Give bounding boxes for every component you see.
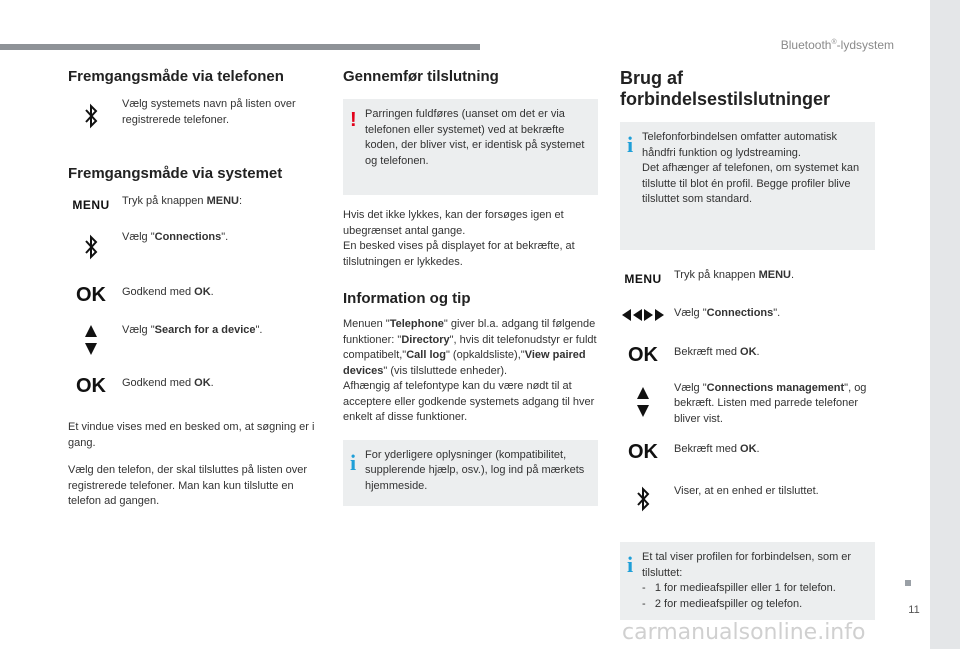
warning-box: ! Parringen fuldføres (uanset om det er via telefonen eller systemet) ved at bekræfte koden, der bliver vist, er identisk på systemet og telefonen. (343, 99, 598, 195)
step-phone-select: Vælg systemets navn på listen over registrerede telefoner. (68, 97, 323, 129)
info-box-profiles: i Telefonforbindelsen omfatter automatisk håndfri funktion og lydstreaming. Det afhænger af telefonen, om systemet kan tilslutte til blot én profil. Begge profiler blive tilsluttet som standard. (620, 122, 875, 250)
ok-icon: OK (76, 375, 106, 397)
bluetooth-icon (620, 484, 666, 512)
column-use-connections (620, 60, 875, 620)
info-box-profile-number: i Et tal viser profilen for forbindelsen, som er tilsluttet: - 1 for medieafspiller eller 1 for telefon. - 2 for medieafspiller og telefon. (620, 542, 875, 620)
step-confirm-ok-2: OK Bekræft med OK. (628, 441, 760, 463)
page-marker (905, 580, 911, 586)
paragraph-success: En besked vises på displayet for at bekræfte, at tilslutningen er lykkedes. (343, 240, 575, 268)
heading-via-phone: Fremgangsmåde via telefonen (68, 68, 284, 85)
step-confirm-ok-2: OK Godkend med OK. (76, 375, 214, 397)
column-complete-connection (343, 60, 598, 506)
section-title: Bluetooth®-lydsystem (780, 38, 894, 52)
up-down-arrows-icon (637, 387, 649, 417)
watermark: carmanualsonline.info (622, 620, 866, 645)
step-search-device: Vælg "Search for a device". (68, 323, 323, 355)
warning-icon: ! (350, 109, 357, 131)
info-box: i For yderligere oplysninger (kompatibilitet, supplerende hjælp, osv.), log ind på mærkets hjemmeside. (343, 440, 598, 506)
step-confirm-ok: OK Godkend med OK. (76, 284, 214, 306)
step-select-connections: Vælg "Connections". (620, 306, 875, 322)
step-confirm-ok: OK Bekræft med OK. (628, 343, 760, 366)
ok-icon: OK (628, 441, 658, 463)
step-select-connections: Vælg "Connections". (68, 230, 323, 260)
header-bar (0, 44, 480, 50)
column-phone-procedure (68, 60, 323, 510)
paragraph-searching: Et vindue vises med en besked om, at søgning er i gang. (68, 421, 315, 449)
info-icon: i (350, 449, 357, 475)
step-press-menu: MENU Tryk på knappen MENU: (72, 195, 243, 212)
step-press-menu: MENU Tryk på knappen MENU. (624, 269, 795, 286)
menu-icon: MENU (72, 198, 110, 212)
paragraph-select-phone: Vælg den telefon, der skal tilsluttes på listen over registrerede telefoner. Man kan kun tilslutte en telefon ad gangen. (68, 464, 308, 507)
paragraph-accept-access: Afhængig af telefontype kan du være nødt til at acceptere eller godkende systemets adgang til hver enkelt af disse funktioner. (343, 380, 595, 423)
list-item: - 2 for medieafspiller og telefon. (642, 597, 803, 610)
list-item: - 1 for medieafspiller eller 1 for telefon. (642, 582, 836, 594)
heading-via-system: Fremgangsmåde via systemet (68, 165, 283, 182)
step-device-connected: Viser, at en enhed er tilsluttet. (620, 484, 875, 512)
up-down-arrows-icon (85, 325, 97, 355)
menu-icon: MENU (624, 272, 662, 286)
paragraph-telephone-menu: Menuen "Telephone" giver bl.a. adgang til følgende funktioner: "Directory", hvis dit telefonudstyr er fuldt compatibelt,"Call log" (opkaldsliste),"View paired devices" (vis tilsluttede enheder). (343, 318, 597, 377)
info-icon: i (627, 552, 634, 577)
page-edge-bar (930, 0, 960, 649)
heading-info-tips: Information og tip (343, 290, 471, 307)
heading-complete-connection: Gennemfør tilslutning (343, 68, 499, 85)
left-right-arrows-icon (622, 309, 664, 321)
info-icon: i (627, 132, 634, 157)
ok-icon: OK (628, 343, 658, 366)
heading-use-connections: Brug af forbindelsestilslutninger (620, 68, 831, 109)
ok-icon: OK (76, 284, 106, 306)
paragraph-retry: Hvis det ikke lykkes, kan der forsøges igen et ubegrænset antal gange. (343, 209, 564, 237)
bluetooth-icon (68, 230, 114, 260)
bluetooth-icon (68, 97, 114, 129)
page-number: 11 (908, 604, 920, 616)
step-connections-management: Vælg "Connections management", og bekræft. Listen med parrede telefoner bliver vist. (620, 381, 875, 428)
